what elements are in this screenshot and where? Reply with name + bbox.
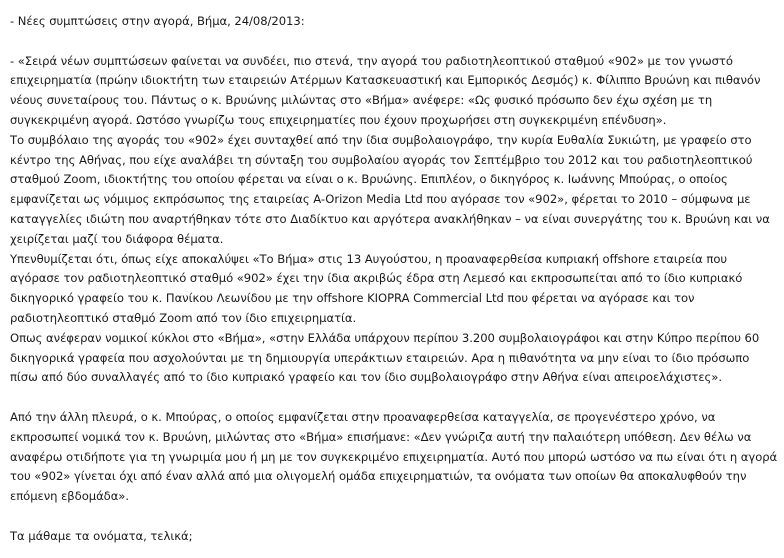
spacer bbox=[10, 32, 780, 52]
spacer bbox=[10, 388, 780, 408]
document-heading: - Νέες συμπτώσεις στην αγορά, Βήμα, 24/08/2013: bbox=[10, 14, 305, 28]
paragraph-legal-circles: Οπως ανέφεραν νομικοί κύκλοι στο «Βήμα», «στην Ελλάδα υπάρχουν περίπου 3.200 συμβολαιογράφοι και στην Κύπρο περίπου 60 δικηγορικά γραφεία που ασχολούνται με τη δημιουργία υπεράκτιων εταιρειών. Αρα η πιθανότητα να μην είναι το ίδιο πρόσωπο πίσω από δύο συναλλαγές από το ίδιο κυπριακό γραφείο και τον ίδιο συμβολαιογράφο στην Αθήνα είναι απειροελάχιστες». bbox=[10, 330, 760, 385]
spacer bbox=[10, 507, 780, 527]
paragraph-reminder: Υπενθυμίζεται ότι, όπως είχε αποκαλύψει «Το Βήμα» στις 13 Αυγούστου, η προαναφερθείσα κυπριακή offshore εταιρεία που αγόρασε τον ραδιοτηλεοπτικό σταθμό «902» έχει την ίδια ακριβώς έδρα στη Λεμεσό και εκπροσωπείται από το ίδιο κυπριακό δικηγορικό γραφείο του κ. Πανίκου Λεωνίδου με την offshore KIOPRA Commercial Ltd που φέρεται να αγόρασε και τον ραδιοτηλεοπτικό σταθμό Zoom από τον ίδιο επιχειρηματία. bbox=[10, 251, 743, 325]
paragraph-bouras: Από την άλλη πλευρά, ο κ. Μπούρας, ο οποίος εμφανίζεται στην προαναφερθείσα καταγγελία, σε προγενέστερο χρόνο, να εκπροσωπεί νομικά τον κ. Βρυώνη, μιλώντας στο «Βήμα» επισήμανε: «Δεν γνώριζα αυτή την παλαιότερη υπόθεση. Δεν θέλω να αναφέρω οτιδήποτε για τη γνωριμία μου ή μη με τον συγκεκριμένο επιχειρηματία. Αυτό που μπορώ ωστόσο να πω είναι ότι η αγορά του «902» γίνεται όχι από έναν αλλά από μια ολιγομελή ομάδα επιχειρηματιών, τα ονόματα των οποίων θα αποκαλυφθούν την επόμενη εβδομάδα». bbox=[10, 409, 778, 504]
paragraph-contract: Το συμβόλαιο της αγοράς του «902» έχει συνταχθεί από την ίδια συμβολαιογράφο, την κυρία Ευθαλία Συκιώτη, με γραφείο στο κέντρο της Αθήνας, που είχε αναλάβει τη σύνταξη του συμβολαίου αγοράς τον Σεπτέμβριο του 2012 και του ραδιοτηλεοπτικού σταθμού Zoom, ιδιοκτήτης του οποίου φέρεται να είναι ο κ. Βρυώνης. Επιπλέον, ο δικηγόρος κ. Ιωάννης Μπούρας, ο οποίος εμφανίζεται ως νόμιμος εκπρόσωπος της εταιρείας A-Orizon Media Ltd που αγόρασε τον «902», φέρεται το 2010 – σύμφωνα με καταγγελίες ιδιώτη που αναρτήθηκαν τότε στο Διαδίκτυο και αργότερα ανακλήθηκαν – να είναι συνεργάτης του κ. Βρυώνη και να χειρίζεται μαζί του διάφορα θέματα. bbox=[10, 132, 770, 246]
paragraph-intro: - «Σειρά νέων συμπτώσεων φαίνεται να συνδέει, πιο στενά, την αγορά του ραδιοτηλεοπτικού σταθμού «902» με τον γνωστό επιχειρηματία (πρώην ιδιοκτήτη των εταιρειών Ατέρμων Κατασκευαστική και Εμπορικός Δεσμός) κ. Φίλιππο Βρυώνη και πιθανόν νέους συνεταίρους του. Πάντως ο κ. Βρυώνης μιλώντας στο «Βήμα» ανέφερε: «Ως φυσικό πρόσωπο δεν έχω σχέση με τη συγκεκριμένη αγορά. Ωστόσο γνωρίζω τους επιχειρηματίες που έχουν προχωρήσει στη συγκεκριμένη επένδυση». bbox=[10, 53, 761, 127]
document-body bbox=[10, 12, 780, 547]
paragraph-closing-question: Τα μάθαμε τα ονόματα, τελικά; bbox=[10, 528, 193, 543]
